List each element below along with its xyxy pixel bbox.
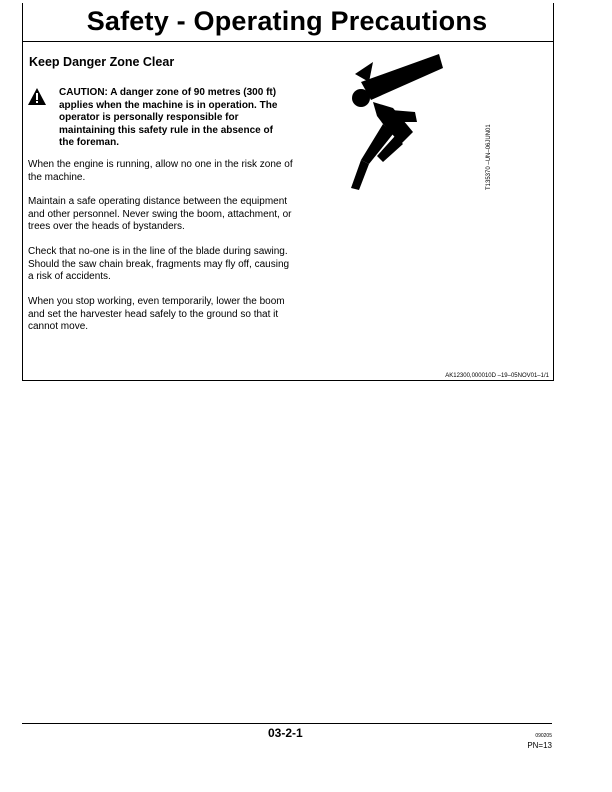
page-title: Safety - Operating Precautions bbox=[86, 6, 488, 36]
page-number: 03-2-1 bbox=[268, 726, 303, 740]
section-heading: Keep Danger Zone Clear bbox=[29, 55, 175, 69]
paragraph-engine-running: When the engine is running, allow no one in the risk zone of the machine. bbox=[28, 159, 293, 183]
footer-pn: PN=13 bbox=[527, 741, 552, 750]
figure-code: T135370 –UN–06JUN01 bbox=[486, 124, 492, 190]
document-reference: AK12300,000010D –19–05NOV01–1/1 bbox=[445, 373, 549, 379]
falling-tree-danger-icon bbox=[343, 52, 443, 197]
warning-triangle-icon bbox=[28, 88, 46, 105]
paragraph-lower-boom: When you stop working, even temporarily, lower the boom and set the harvester head safely to the ground so that it cannot move. bbox=[28, 296, 285, 332]
paragraph-safe-distance: Maintain a safe operating distance between the equipment and other personnel. Never swing the boom, attachment, or trees over the heads of bystanders. bbox=[28, 196, 292, 232]
caution-text: CAUTION: A danger zone of 90 metres (300 ft) applies when the machine is in operation. The operator is personally responsible for maintaining this safety rule in the absence of the foreman. bbox=[59, 87, 278, 148]
footer-code: 090205 bbox=[535, 733, 552, 739]
footer-rule bbox=[22, 723, 552, 724]
paragraph-blade-line: Check that no-one is in the line of the blade during sawing. Should the saw chain break, fragments may fly off, causing a risk of accidents. bbox=[28, 246, 290, 282]
